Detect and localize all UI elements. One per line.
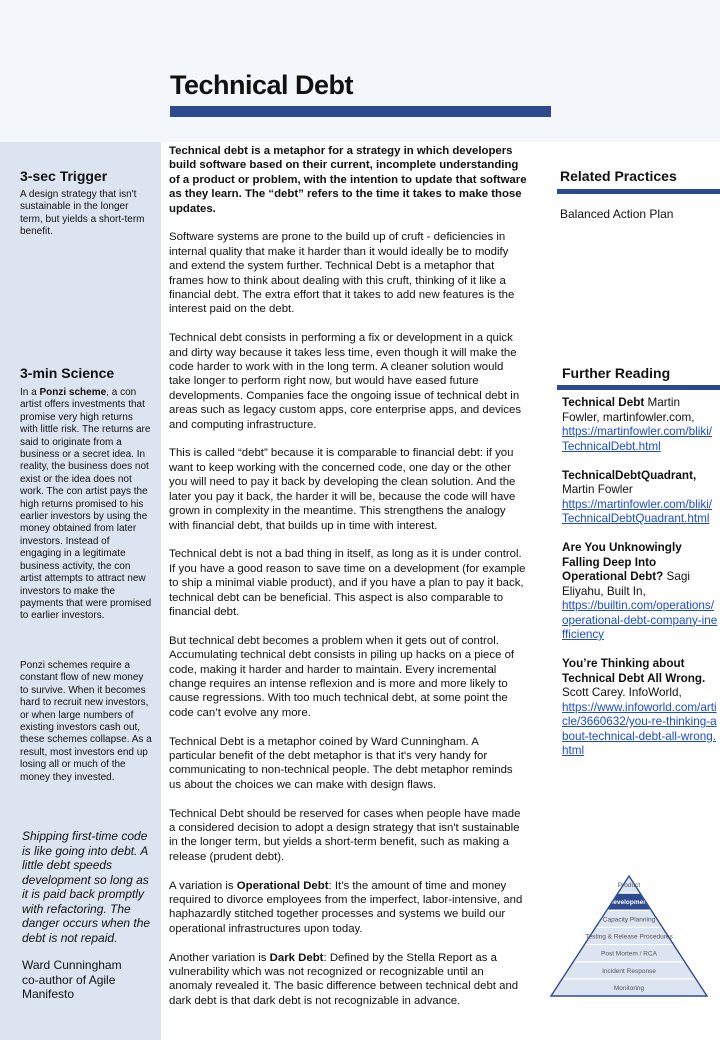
body-paragraph: This is called “debt” because it is comparable to financial debt: if you want to keep working with the concerned code, one day or the other you will need to pay it back by developing the clean solution. And the later you pay it back, the harder it will be, because the code will have grown in complexity in the meantime. This strengthens the analogy with financial debt, that builds up in time with interest. <box>169 447 516 532</box>
quote-author <box>22 958 154 1002</box>
pyramid-level-label: Post Mortem / RCA <box>601 950 657 958</box>
lead-paragraph: Technical debt is a metaphor for a strategy in which developers build software based on their current, incomplete understanding of a product or problem, with the intention to update that software as they learn. The “debt” refers to the time it takes to make those updates. <box>169 145 527 215</box>
p9-post: : Defined by the Stella Report as a vulnerability which was not recognized or recognizable until an anomaly revealed it. The basic difference between technical debt and dark debt is that dark debt is not recognizable in advance. <box>169 951 519 1007</box>
science-paragraph-1 <box>20 387 152 623</box>
p8-bold: Operational Debt <box>236 879 329 892</box>
p9-pre: Another variation is <box>169 951 270 964</box>
reading-link[interactable]: https://builtin.com/operations/operational-debt-company-inefficiency <box>562 599 718 641</box>
reading-title: Are You Unknowingly Falling Deep Into Operational Debt? <box>562 541 682 583</box>
title-underline <box>170 106 551 117</box>
science-p1-pre: In a <box>20 387 40 398</box>
pyramid-level-label: Development <box>608 899 650 907</box>
trigger-text: A design strategy that isn't sustainable in the longer term, but yields a short-term benefit. <box>20 189 145 238</box>
quote-author-role: co-author of Agile Manifesto <box>22 972 116 1001</box>
body-paragraph: Technical debt consists in performing a fix or development in a quick and dirty way because it takes less time, even though it will make the code harder to work with in the long term. A cleaner solution would take longer to perform right now, but would have eased future developments. Companies face the ongoing issue of technical debt in areas such as legacy custom apps, core enterprise apps, and devices and computing infrastructure. <box>169 332 522 431</box>
p9-bold: Dark Debt <box>269 951 324 964</box>
reading-entry <box>562 657 718 759</box>
pyramid-level-label: Monitoring <box>613 984 645 992</box>
pyramid-level-label: Capacity Planning <box>602 916 656 924</box>
pyramid-level-label: Product <box>617 882 641 890</box>
main-text <box>169 144 527 1023</box>
reading-heading: Further Reading <box>562 365 671 381</box>
reading-title: TechnicalDebtQuadrant, <box>562 468 697 482</box>
reading-source: Martin Fowler <box>562 483 633 496</box>
practice-pyramid <box>548 874 710 1000</box>
science-p1-bold: Ponzi scheme <box>39 387 107 398</box>
reading-underline <box>557 385 720 390</box>
reading-source: Sagi Eliyahu, Built In, <box>562 570 690 598</box>
reading-source: Scott Carey. InfoWorld, <box>562 686 682 699</box>
reading-entry <box>562 396 718 454</box>
reading-source: Martin Fowler, martinfowler.com, <box>562 396 695 424</box>
reading-entry <box>562 469 718 527</box>
trigger-heading: 3-sec Trigger <box>20 168 108 184</box>
page-title: Technical Debt <box>170 70 354 100</box>
quote-text: Shipping first-time code is like going into debt. A little debt speeds development so long as it is paid back promptly with refactoring. The danger occurs when the debt is not repaid. <box>22 829 151 945</box>
science-paragraph-2: Ponzi schemes require a constant flow of new money to survive. When it becomes hard to recruit new investors, or when large numbers of existing investors cash out, these schemes collapse. As a result, most investors end up losing all or much of the money they invested. <box>20 660 152 783</box>
related-item: Balanced Action Plan <box>560 207 674 221</box>
reading-link[interactable]: https://martinfowler.com/bliki/TechnicalDebtQuadrant.html <box>562 497 713 525</box>
related-heading: Related Practices <box>560 168 677 184</box>
science-p1-post: , a con artist offers investments that promise very high returns with little risk. The returns are said to originate from a business or a secret idea. In reality, the business does not exist or the idea does not work. The con artist pays the high returns promised to his earlier investors by using the money obtained from later investors. Instead of engaging in a legitimate business activity, the con artist attempts to attract new investors to make the payments that were promised to earlier investors. <box>20 387 152 622</box>
quote-author-name: Ward Cunningham <box>22 958 122 972</box>
reading-link[interactable]: https://www.infoworld.com/article/3660632/you-re-thinking-about-technical-debt-all-wrong.html <box>562 700 717 757</box>
body-paragraph: Technical Debt is a metaphor coined by Ward Cunningham. A particular benefit of the debt metaphor is that it's very handy for communicating to non-technical people. The debt metaphor reminds us about the choices we can make with design flaws. <box>169 735 513 791</box>
body-paragraph: Technical Debt should be reserved for cases when people have made a considered decision to adopt a design strategy that isn't sustainable in the longer term, but yields a short-term benefit, such as making a release (prudent debt). <box>169 807 521 863</box>
body-paragraph: Software systems are prone to the build up of cruft - deficiencies in internal quality that make it harder than it would ideally be to modify and extend the system further. Technical Debt is a metaphor that frames how to think about dealing with this cruft, thinking of it like a financial debt. The extra effort that it takes to add new features is the interest paid on the debt. <box>169 231 515 316</box>
related-underline <box>557 189 720 194</box>
dark-debt-paragraph <box>169 951 527 1009</box>
header-band <box>0 0 720 142</box>
pyramid-level-label: Incident Response <box>602 967 656 975</box>
operational-debt-paragraph <box>169 879 527 937</box>
body-paragraph: But technical debt becomes a problem when it gets out of control. Accumulating technical debt consists in piling up hacks on a piece of code, making it harder and harder to maintain. Every incremental change requires an intense reflexion and is more and more likely to cause regressions. With too much technical debt, at some point the code can’t evolve any more. <box>169 634 515 719</box>
reading-title: Technical Debt <box>562 396 645 409</box>
science-heading: 3-min Science <box>20 365 115 381</box>
pyramid-level-label: Testing & Release Procedures <box>585 933 673 941</box>
reading-entry <box>562 541 718 643</box>
body-paragraph: Technical debt is not a bad thing in itself, as long as it is under control. If you have a good reason to save time on a development (for example to ship a minimal viable product), and if you have a plan to pay it back, technical debt can be beneficial. This aspect is also comparable to financial debt. <box>169 548 526 618</box>
reading-title: You’re Thinking about Technical Debt All Wrong. <box>562 657 706 685</box>
reading-list <box>562 396 718 773</box>
p8-pre: A variation is <box>169 879 237 892</box>
reading-link[interactable]: https://martinfowler.com/bliki/TechnicalDebt.html <box>562 425 713 453</box>
p8-post: : It’s the amount of time and money required to divorce employees from the imperfect, labor-intensive, and haphazardly stitched together processes and systems we build our operational infrastructures upon today. <box>169 879 523 935</box>
